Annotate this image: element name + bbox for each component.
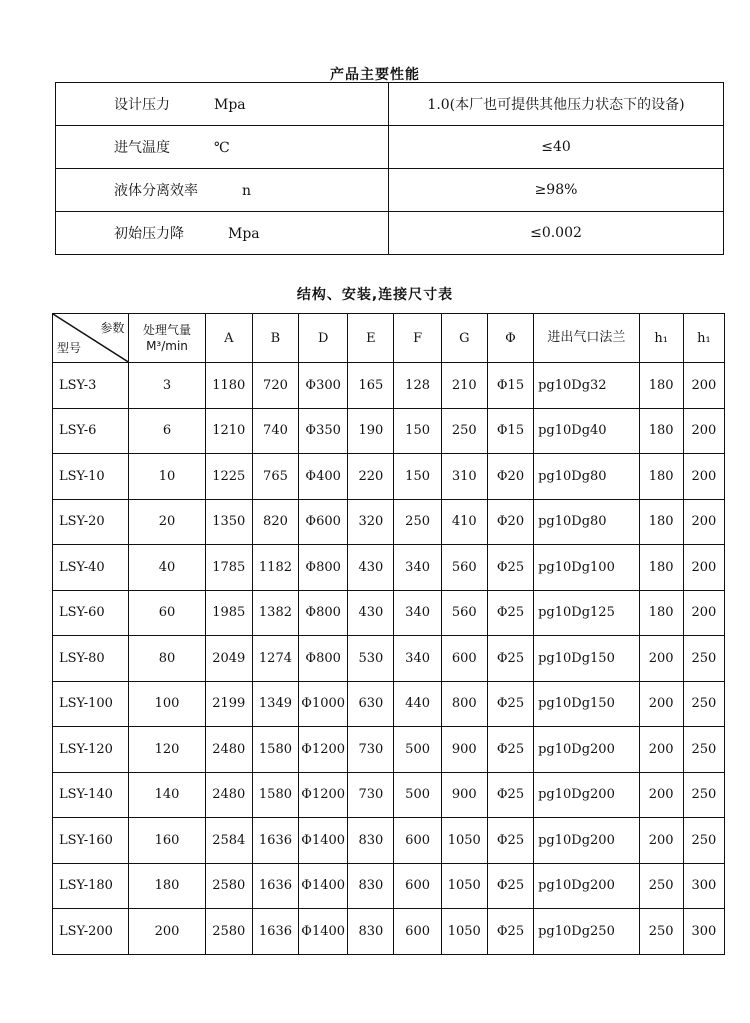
cell-a: 2049	[205, 636, 252, 682]
cell-flow: 6	[129, 408, 205, 454]
cell-flange: pg10Dg80	[534, 454, 639, 500]
header-param-label: 参数	[100, 321, 125, 335]
performance-label-cell	[56, 212, 389, 255]
performance-row	[56, 126, 724, 169]
cell-flange: pg10Dg200	[534, 727, 639, 773]
cell-d: Φ1200	[299, 772, 348, 818]
cell-e: 630	[348, 681, 394, 727]
cell-f: 600	[394, 818, 441, 864]
cell-flange: pg10Dg200	[534, 772, 639, 818]
cell-h1b: 250	[683, 818, 724, 864]
performance-label: 进气温度	[114, 140, 170, 156]
cell-f: 440	[394, 681, 441, 727]
cell-phi: Φ25	[487, 590, 533, 636]
cell-flange: pg10Dg40	[534, 408, 639, 454]
header-phi: Φ	[487, 314, 533, 363]
cell-h1b: 250	[683, 681, 724, 727]
cell-h1b: 200	[683, 590, 724, 636]
cell-flow: 200	[129, 909, 205, 955]
performance-table	[55, 82, 724, 255]
cell-e: 190	[348, 408, 394, 454]
table-row	[53, 408, 725, 454]
header-diagonal-cell	[53, 314, 129, 363]
cell-flow: 60	[129, 590, 205, 636]
cell-f: 340	[394, 590, 441, 636]
cell-g: 310	[441, 454, 487, 500]
cell-h1a: 200	[639, 681, 683, 727]
performance-row	[56, 212, 724, 255]
cell-g: 1050	[441, 818, 487, 864]
cell-flange: pg10Dg80	[534, 499, 639, 545]
cell-h1a: 200	[639, 818, 683, 864]
cell-h1b: 300	[683, 863, 724, 909]
cell-model: LSY-120	[53, 727, 129, 773]
cell-phi: Φ25	[487, 727, 533, 773]
cell-h1b: 250	[683, 727, 724, 773]
header-flow-label: 处理气量	[142, 323, 191, 337]
cell-model: LSY-6	[53, 408, 129, 454]
cell-g: 410	[441, 499, 487, 545]
cell-g: 1050	[441, 909, 487, 955]
cell-a: 1350	[205, 499, 252, 545]
header-e: E	[348, 314, 394, 363]
cell-h1a: 200	[639, 636, 683, 682]
cell-h1b: 200	[683, 363, 724, 409]
cell-model: LSY-20	[53, 499, 129, 545]
cell-d: Φ800	[299, 545, 348, 591]
cell-b: 765	[252, 454, 298, 500]
performance-unit: Mpa	[214, 97, 246, 113]
table-row	[53, 818, 725, 864]
cell-h1b: 300	[683, 909, 724, 955]
cell-flow: 80	[129, 636, 205, 682]
cell-g: 1050	[441, 863, 487, 909]
cell-d: Φ300	[299, 363, 348, 409]
cell-d: Φ350	[299, 408, 348, 454]
cell-a: 2480	[205, 727, 252, 773]
cell-model: LSY-3	[53, 363, 129, 409]
cell-flow: 10	[129, 454, 205, 500]
cell-h1a: 180	[639, 363, 683, 409]
cell-flange: pg10Dg32	[534, 363, 639, 409]
header-d: D	[299, 314, 348, 363]
performance-label: 初始压力降	[114, 226, 184, 242]
cell-phi: Φ20	[487, 499, 533, 545]
cell-flow: 140	[129, 772, 205, 818]
cell-f: 600	[394, 863, 441, 909]
table-row	[53, 545, 725, 591]
cell-a: 2584	[205, 818, 252, 864]
cell-h1a: 180	[639, 408, 683, 454]
table-row	[53, 863, 725, 909]
cell-a: 2480	[205, 772, 252, 818]
cell-b: 1182	[252, 545, 298, 591]
cell-f: 250	[394, 499, 441, 545]
cell-e: 430	[348, 545, 394, 591]
cell-phi: Φ25	[487, 863, 533, 909]
cell-model: LSY-80	[53, 636, 129, 682]
cell-e: 165	[348, 363, 394, 409]
performance-unit: n	[242, 183, 252, 199]
cell-h1b: 200	[683, 545, 724, 591]
table-row	[53, 772, 725, 818]
table-row	[53, 727, 725, 773]
header-h1a: h₁	[639, 314, 683, 363]
performance-label: 设计压力	[114, 97, 170, 113]
cell-f: 150	[394, 454, 441, 500]
cell-flange: pg10Dg250	[534, 909, 639, 955]
table-row	[53, 636, 725, 682]
cell-flow: 3	[129, 363, 205, 409]
cell-g: 900	[441, 772, 487, 818]
cell-flow: 160	[129, 818, 205, 864]
header-h1b: h₁	[683, 314, 724, 363]
cell-b: 1636	[252, 909, 298, 955]
cell-phi: Φ15	[487, 408, 533, 454]
performance-unit: Mpa	[228, 226, 260, 242]
cell-d: Φ1200	[299, 727, 348, 773]
cell-d: Φ600	[299, 499, 348, 545]
cell-b: 740	[252, 408, 298, 454]
cell-a: 2580	[205, 863, 252, 909]
cell-g: 250	[441, 408, 487, 454]
cell-h1b: 200	[683, 499, 724, 545]
header-flow-unit: M³/min	[146, 339, 188, 353]
cell-flange: pg10Dg200	[534, 818, 639, 864]
cell-d: Φ1400	[299, 863, 348, 909]
cell-b: 820	[252, 499, 298, 545]
cell-a: 1210	[205, 408, 252, 454]
cell-d: Φ800	[299, 590, 348, 636]
performance-value: ≤40	[389, 126, 724, 169]
cell-e: 830	[348, 818, 394, 864]
cell-f: 500	[394, 772, 441, 818]
cell-h1a: 250	[639, 863, 683, 909]
performance-row	[56, 169, 724, 212]
cell-model: LSY-40	[53, 545, 129, 591]
cell-g: 900	[441, 727, 487, 773]
cell-h1a: 250	[639, 909, 683, 955]
table-row	[53, 909, 725, 955]
cell-g: 560	[441, 545, 487, 591]
cell-b: 720	[252, 363, 298, 409]
cell-e: 730	[348, 772, 394, 818]
table-header-row	[53, 314, 725, 363]
table-row	[53, 681, 725, 727]
cell-flow: 120	[129, 727, 205, 773]
cell-e: 220	[348, 454, 394, 500]
cell-h1a: 180	[639, 590, 683, 636]
table-row	[53, 499, 725, 545]
cell-b: 1274	[252, 636, 298, 682]
cell-h1a: 180	[639, 545, 683, 591]
cell-h1a: 200	[639, 772, 683, 818]
cell-e: 830	[348, 863, 394, 909]
table-row	[53, 454, 725, 500]
cell-flange: pg10Dg125	[534, 590, 639, 636]
cell-a: 2580	[205, 909, 252, 955]
table-row	[53, 363, 725, 409]
cell-b: 1580	[252, 727, 298, 773]
performance-value: ≥98%	[389, 169, 724, 212]
cell-h1a: 180	[639, 499, 683, 545]
cell-b: 1382	[252, 590, 298, 636]
table-row	[53, 590, 725, 636]
performance-value: ≤0.002	[389, 212, 724, 255]
cell-f: 150	[394, 408, 441, 454]
cell-d: Φ1400	[299, 818, 348, 864]
cell-flange: pg10Dg200	[534, 863, 639, 909]
cell-model: LSY-140	[53, 772, 129, 818]
performance-unit: ℃	[214, 140, 230, 156]
cell-phi: Φ20	[487, 454, 533, 500]
cell-model: LSY-10	[53, 454, 129, 500]
cell-e: 830	[348, 909, 394, 955]
cell-phi: Φ25	[487, 772, 533, 818]
cell-g: 800	[441, 681, 487, 727]
cell-a: 1785	[205, 545, 252, 591]
performance-value: 1.0(本厂也可提供其他压力状态下的设备)	[389, 83, 724, 126]
cell-h1b: 200	[683, 454, 724, 500]
performance-label-cell	[56, 83, 389, 126]
cell-d: Φ1400	[299, 909, 348, 955]
header-b: B	[252, 314, 298, 363]
cell-a: 1180	[205, 363, 252, 409]
header-a: A	[205, 314, 252, 363]
cell-model: LSY-60	[53, 590, 129, 636]
cell-b: 1636	[252, 863, 298, 909]
cell-flow: 180	[129, 863, 205, 909]
cell-phi: Φ15	[487, 363, 533, 409]
cell-e: 530	[348, 636, 394, 682]
cell-flange: pg10Dg100	[534, 545, 639, 591]
cell-b: 1349	[252, 681, 298, 727]
cell-flow: 40	[129, 545, 205, 591]
cell-phi: Φ25	[487, 681, 533, 727]
cell-model: LSY-200	[53, 909, 129, 955]
cell-phi: Φ25	[487, 818, 533, 864]
cell-h1b: 250	[683, 772, 724, 818]
cell-h1b: 250	[683, 636, 724, 682]
performance-row	[56, 83, 724, 126]
dimensions-title: 结构、安装,连接尺寸表	[296, 287, 454, 303]
cell-flow: 20	[129, 499, 205, 545]
cell-d: Φ1000	[299, 681, 348, 727]
cell-model: LSY-100	[53, 681, 129, 727]
cell-e: 430	[348, 590, 394, 636]
cell-g: 560	[441, 590, 487, 636]
header-flow	[129, 314, 205, 363]
cell-model: LSY-180	[53, 863, 129, 909]
header-f: F	[394, 314, 441, 363]
header-g: G	[441, 314, 487, 363]
cell-g: 600	[441, 636, 487, 682]
cell-a: 1225	[205, 454, 252, 500]
cell-h1b: 200	[683, 408, 724, 454]
cell-b: 1636	[252, 818, 298, 864]
cell-f: 340	[394, 636, 441, 682]
performance-label-cell	[56, 126, 389, 169]
cell-phi: Φ25	[487, 636, 533, 682]
cell-h1a: 200	[639, 727, 683, 773]
performance-title: 产品主要性能	[330, 67, 420, 83]
cell-flange: pg10Dg150	[534, 681, 639, 727]
header-model-label: 型号	[57, 341, 82, 355]
cell-f: 500	[394, 727, 441, 773]
header-flange: 进出气口法兰	[534, 314, 639, 363]
dimensions-table	[52, 313, 725, 955]
cell-d: Φ400	[299, 454, 348, 500]
cell-a: 1985	[205, 590, 252, 636]
cell-e: 730	[348, 727, 394, 773]
cell-d: Φ800	[299, 636, 348, 682]
cell-a: 2199	[205, 681, 252, 727]
cell-f: 340	[394, 545, 441, 591]
cell-g: 210	[441, 363, 487, 409]
cell-phi: Φ25	[487, 545, 533, 591]
cell-b: 1580	[252, 772, 298, 818]
cell-flow: 100	[129, 681, 205, 727]
cell-phi: Φ25	[487, 909, 533, 955]
cell-h1a: 180	[639, 454, 683, 500]
cell-model: LSY-160	[53, 818, 129, 864]
cell-flange: pg10Dg150	[534, 636, 639, 682]
cell-f: 600	[394, 909, 441, 955]
performance-label: 液体分离效率	[114, 183, 198, 199]
cell-f: 128	[394, 363, 441, 409]
performance-label-cell	[56, 169, 389, 212]
cell-e: 320	[348, 499, 394, 545]
